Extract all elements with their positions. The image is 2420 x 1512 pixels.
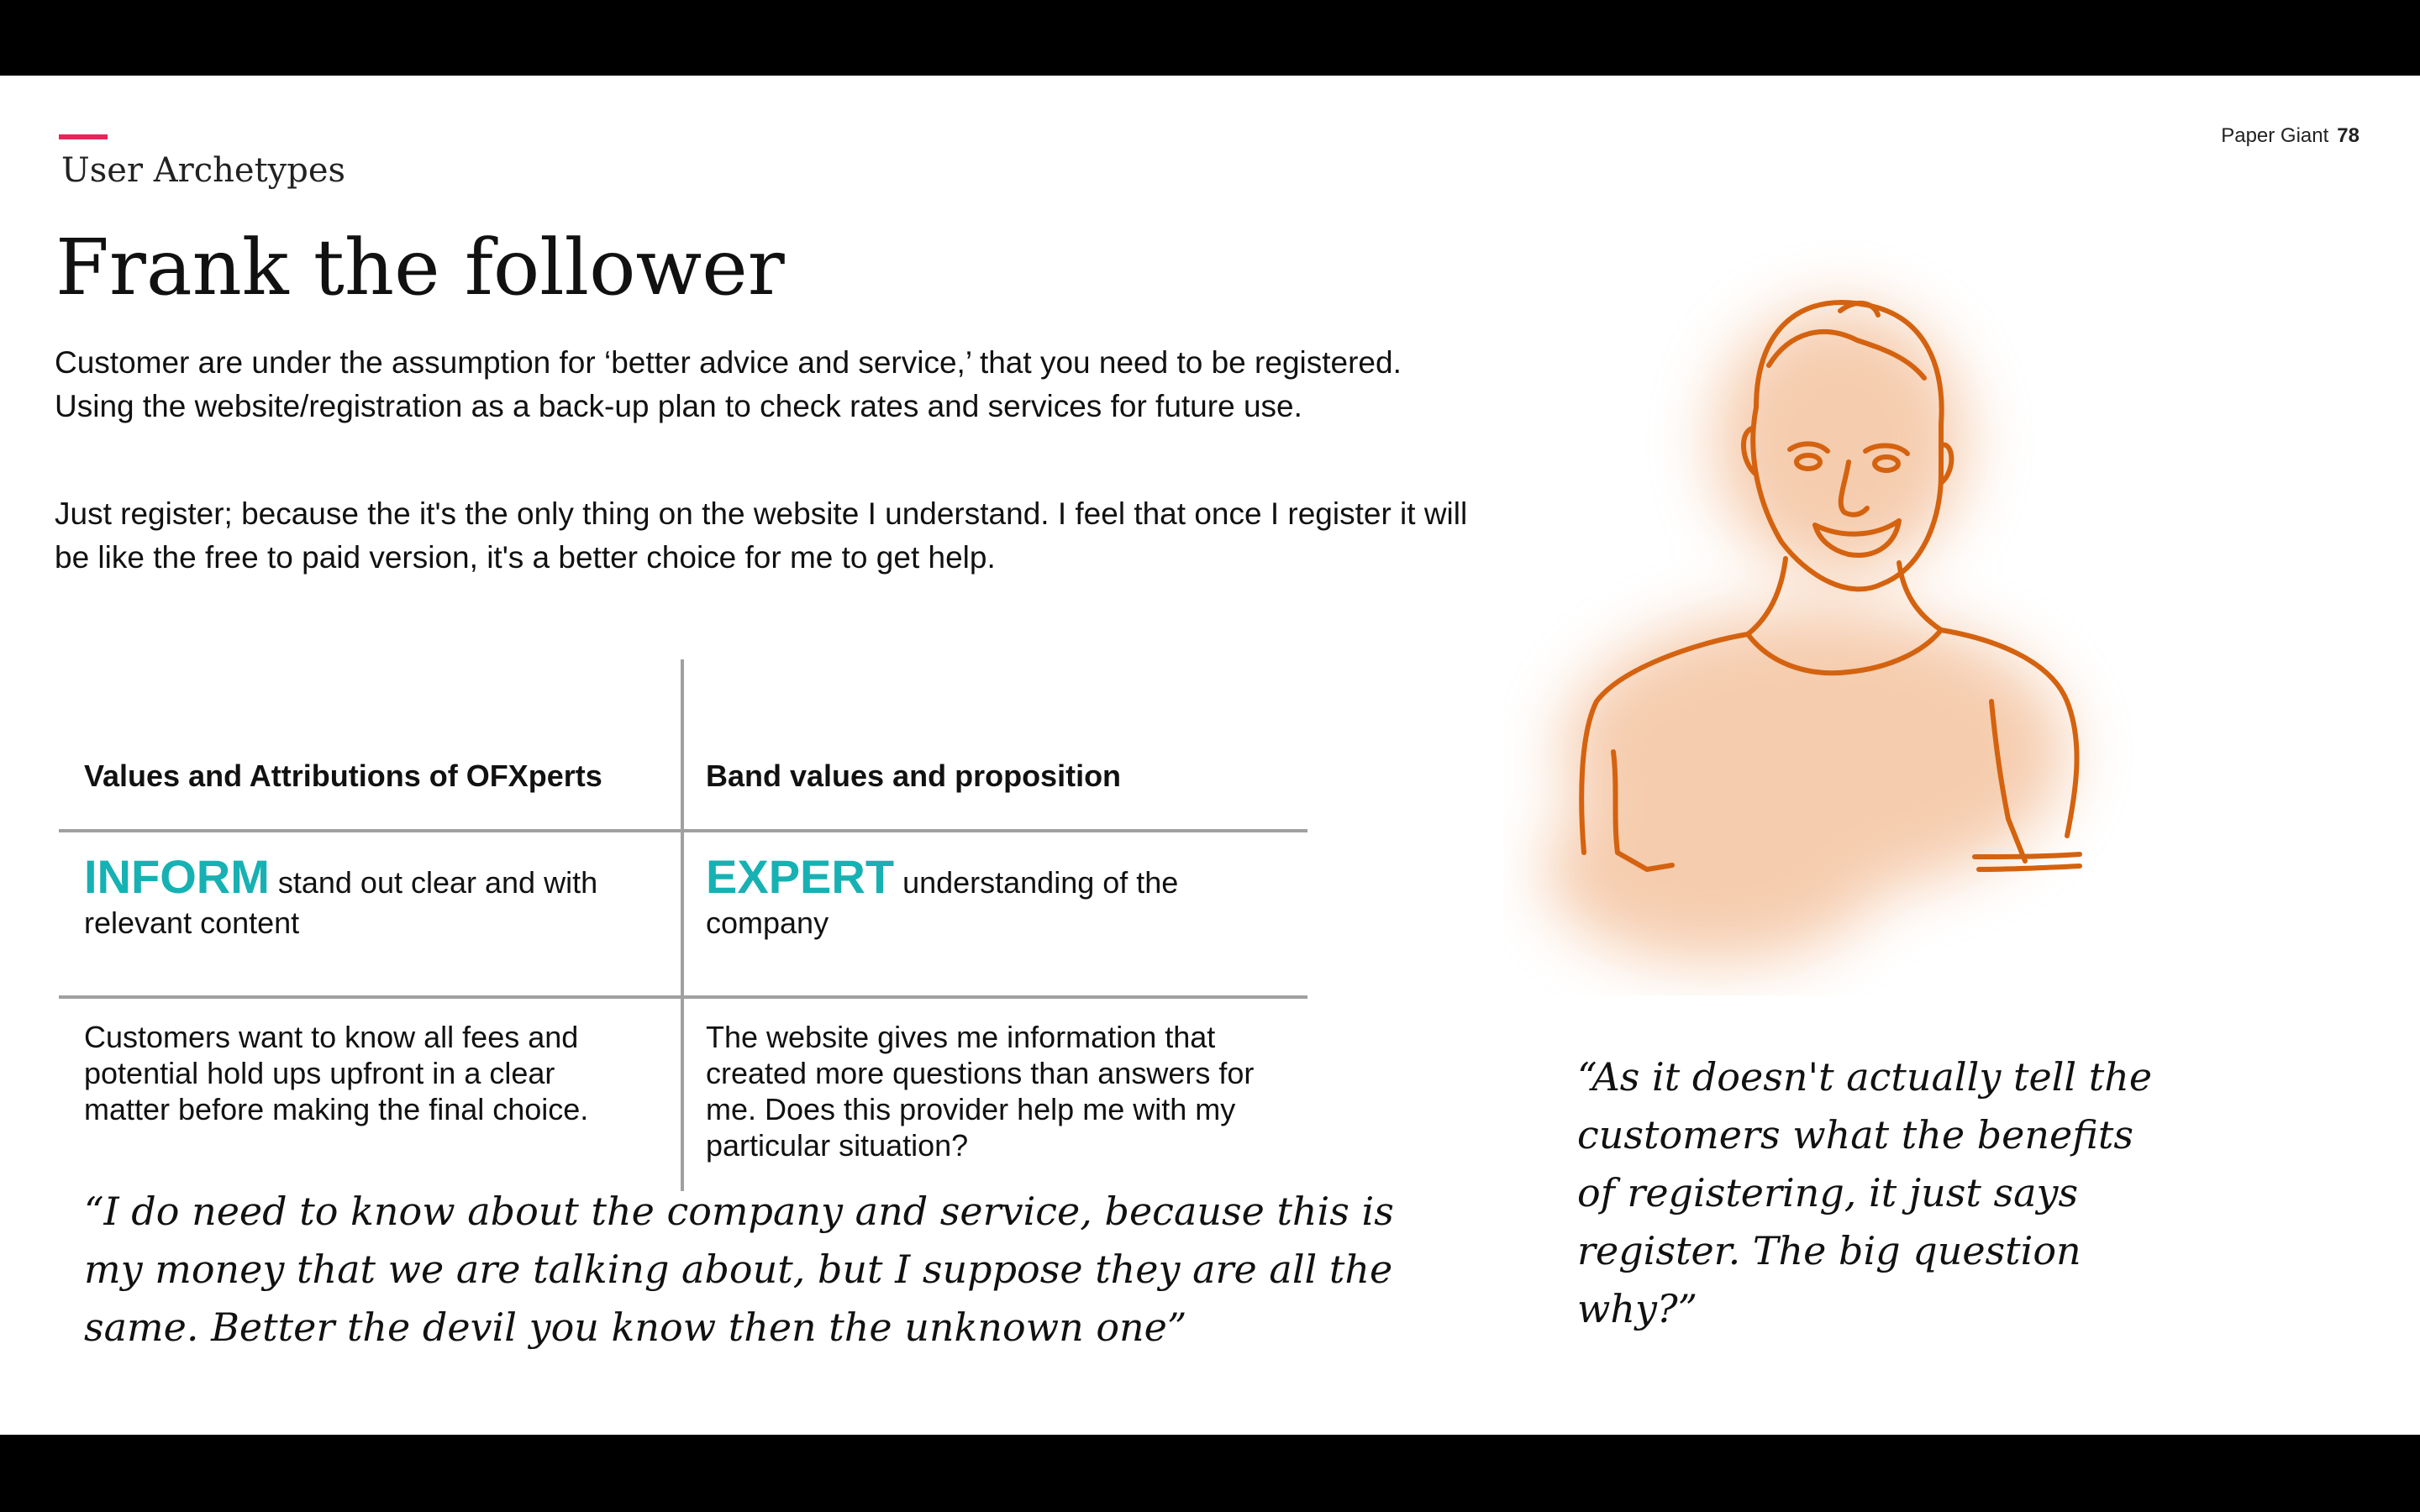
accent-bar <box>59 134 108 139</box>
table-divider <box>59 829 1307 832</box>
table-divider <box>59 995 1307 999</box>
cell-text: stand out clear and with relevant content <box>84 865 598 940</box>
values-table <box>59 659 1307 1191</box>
side-quote: “As it doesn't actually tell the customers what the benefits of registering, it just says register. The big question why?” <box>1577 1054 2153 1331</box>
brand-name: Paper Giant <box>2221 124 2329 147</box>
keyword: INFORM <box>84 850 270 903</box>
main-quote: “I do need to know about the company and service, because this is my money that we are talking about, but I suppose they are all the same. Better the devil you know then the unknown one” <box>84 1189 1394 1350</box>
table-cell: The website gives me information that created more questions than answers for me. Does this provider help me with my particular situation? <box>706 1020 1255 1163</box>
keyword: EXPERT <box>706 850 895 903</box>
table-cell <box>84 850 639 943</box>
sketch-portrait-icon <box>1504 231 2143 995</box>
table-header: Values and Attributions of OFXperts <box>84 759 602 793</box>
brand-footer <box>2221 124 2360 148</box>
table-divider <box>681 659 684 1191</box>
table-cell <box>706 850 1260 943</box>
intro-paragraph: Just register; because the it's the only thing on the website I understand. I feel that once I register it will be like the free to paid version, it's a better choice for me to get help. <box>55 496 1468 575</box>
page-number: 78 <box>2337 124 2360 147</box>
slide <box>0 76 2420 1435</box>
cell-text: understanding of the company <box>706 865 1179 940</box>
page-title: Frank the follower <box>55 223 785 312</box>
table-cell: Customers want to know all fees and potential hold ups upfront in a clear matter before making the final choice. <box>84 1020 589 1126</box>
table-header: Band values and proposition <box>706 759 1122 793</box>
section-label: User Archetypes <box>61 151 346 190</box>
intro-paragraph: Customer are under the assumption for ‘better advice and service,’ that you need to be registered. Using the website/registration as a back-up plan to check rates and services for future use. <box>55 345 1402 423</box>
